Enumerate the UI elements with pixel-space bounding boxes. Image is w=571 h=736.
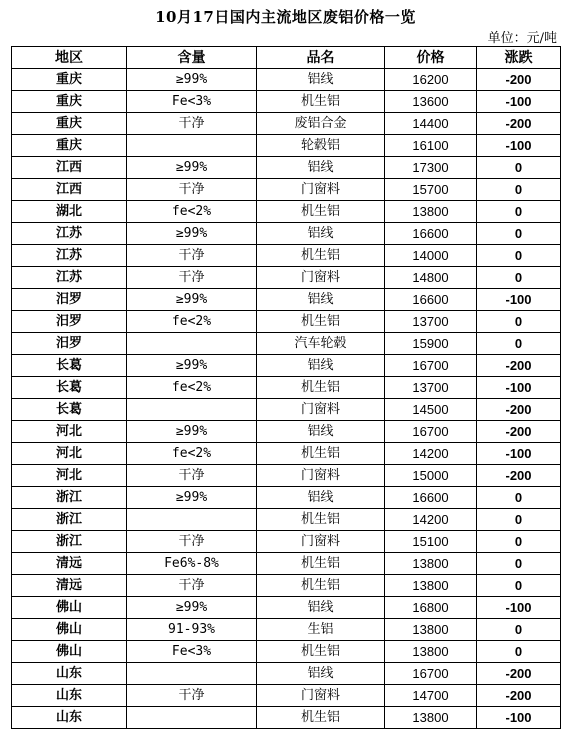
page-title: 10月17日国内主流地区废铝价格一览 <box>155 8 416 26</box>
cell-region: 山东 <box>12 663 127 685</box>
table-row <box>12 245 561 267</box>
cell-product: 机生铝 <box>257 707 385 729</box>
cell-change: -200 <box>477 685 561 707</box>
cell-product: 汽车轮毂 <box>257 333 385 355</box>
cell-product: 铝线 <box>257 663 385 685</box>
cell-product: 门窗料 <box>257 267 385 289</box>
cell-price: 14500 <box>385 399 477 421</box>
cell-content: 91-93% <box>127 619 257 641</box>
cell-product: 机生铝 <box>257 91 385 113</box>
table-row <box>12 553 561 575</box>
cell-change: 0 <box>477 487 561 509</box>
cell-product: 生铝 <box>257 619 385 641</box>
cell-content: Fe<3% <box>127 91 257 113</box>
cell-change: 0 <box>477 509 561 531</box>
cell-price: 16600 <box>385 487 477 509</box>
cell-content: ≥99% <box>127 289 257 311</box>
table-row <box>12 223 561 245</box>
cell-price: 17300 <box>385 157 477 179</box>
cell-region: 河北 <box>12 443 127 465</box>
table-row <box>12 597 561 619</box>
cell-content: fe<2% <box>127 377 257 399</box>
table-row <box>12 157 561 179</box>
cell-region: 长葛 <box>12 399 127 421</box>
cell-change: 0 <box>477 333 561 355</box>
cell-change: 0 <box>477 641 561 663</box>
cell-change: 0 <box>477 575 561 597</box>
cell-price: 15700 <box>385 179 477 201</box>
cell-change: -100 <box>477 135 561 157</box>
cell-product: 铝线 <box>257 597 385 619</box>
cell-content: 干净 <box>127 685 257 707</box>
table-row <box>12 421 561 443</box>
cell-region: 山东 <box>12 707 127 729</box>
cell-region: 江苏 <box>12 267 127 289</box>
cell-region: 重庆 <box>12 135 127 157</box>
cell-content: ≥99% <box>127 223 257 245</box>
table-header-row <box>12 47 561 69</box>
cell-change: 0 <box>477 245 561 267</box>
table-row <box>12 531 561 553</box>
table-row <box>12 135 561 157</box>
cell-region: 浙江 <box>12 531 127 553</box>
cell-price: 13700 <box>385 377 477 399</box>
cell-region: 山东 <box>12 685 127 707</box>
cell-price: 13700 <box>385 311 477 333</box>
table-row <box>12 443 561 465</box>
cell-content: ≥99% <box>127 355 257 377</box>
table-row <box>12 289 561 311</box>
cell-price: 14400 <box>385 113 477 135</box>
cell-change: -100 <box>477 377 561 399</box>
cell-price: 14200 <box>385 509 477 531</box>
cell-content <box>127 399 257 421</box>
cell-content: ≥99% <box>127 487 257 509</box>
table-row <box>12 69 561 91</box>
cell-product: 门窗料 <box>257 531 385 553</box>
table-row <box>12 619 561 641</box>
unit-label: 单位：元/吨 <box>487 31 557 46</box>
cell-content: 干净 <box>127 465 257 487</box>
table-body <box>12 69 561 729</box>
cell-content: Fe<3% <box>127 641 257 663</box>
cell-product: 废铝合金 <box>257 113 385 135</box>
cell-region: 清远 <box>12 553 127 575</box>
price-table <box>11 46 561 729</box>
cell-region: 佛山 <box>12 641 127 663</box>
cell-content: 干净 <box>127 245 257 267</box>
cell-content: 干净 <box>127 531 257 553</box>
cell-region: 重庆 <box>12 113 127 135</box>
cell-content: ≥99% <box>127 597 257 619</box>
cell-product: 铝线 <box>257 223 385 245</box>
cell-change: -200 <box>477 663 561 685</box>
cell-price: 13800 <box>385 707 477 729</box>
table-row <box>12 685 561 707</box>
cell-region: 清远 <box>12 575 127 597</box>
cell-change: 0 <box>477 553 561 575</box>
cell-product: 机生铝 <box>257 443 385 465</box>
cell-product: 机生铝 <box>257 201 385 223</box>
cell-product: 机生铝 <box>257 575 385 597</box>
cell-content: Fe6%-8% <box>127 553 257 575</box>
cell-content: 干净 <box>127 267 257 289</box>
cell-change: 0 <box>477 201 561 223</box>
cell-change: -200 <box>477 355 561 377</box>
cell-change: 0 <box>477 157 561 179</box>
header-change: 涨跌 <box>477 47 561 69</box>
table-row <box>12 333 561 355</box>
cell-price: 13800 <box>385 201 477 223</box>
cell-product: 铝线 <box>257 69 385 91</box>
cell-price: 15100 <box>385 531 477 553</box>
cell-region: 江苏 <box>12 245 127 267</box>
table-row <box>12 267 561 289</box>
table-row <box>12 179 561 201</box>
table-row <box>12 663 561 685</box>
cell-product: 机生铝 <box>257 641 385 663</box>
cell-region: 佛山 <box>12 597 127 619</box>
cell-price: 13800 <box>385 575 477 597</box>
cell-change: 0 <box>477 223 561 245</box>
table-row <box>12 355 561 377</box>
cell-content: ≥99% <box>127 157 257 179</box>
table-row <box>12 509 561 531</box>
header-content: 含量 <box>127 47 257 69</box>
cell-product: 门窗料 <box>257 179 385 201</box>
cell-price: 13600 <box>385 91 477 113</box>
header-region: 地区 <box>12 47 127 69</box>
cell-price: 16100 <box>385 135 477 157</box>
cell-region: 江西 <box>12 157 127 179</box>
cell-content: fe<2% <box>127 443 257 465</box>
cell-content: ≥99% <box>127 69 257 91</box>
table-row <box>12 575 561 597</box>
cell-change: 0 <box>477 619 561 641</box>
cell-region: 汨罗 <box>12 311 127 333</box>
cell-region: 江西 <box>12 179 127 201</box>
table-row <box>12 707 561 729</box>
cell-price: 16700 <box>385 421 477 443</box>
cell-change: -200 <box>477 421 561 443</box>
cell-product: 机生铝 <box>257 311 385 333</box>
cell-change: -100 <box>477 597 561 619</box>
table-row <box>12 113 561 135</box>
cell-region: 汨罗 <box>12 333 127 355</box>
cell-price: 16700 <box>385 355 477 377</box>
cell-product: 机生铝 <box>257 377 385 399</box>
table-row <box>12 311 561 333</box>
cell-change: -100 <box>477 289 561 311</box>
table-row <box>12 399 561 421</box>
header-product: 品名 <box>257 47 385 69</box>
cell-product: 铝线 <box>257 289 385 311</box>
cell-region: 重庆 <box>12 91 127 113</box>
cell-content: fe<2% <box>127 311 257 333</box>
cell-price: 13800 <box>385 553 477 575</box>
cell-price: 14800 <box>385 267 477 289</box>
cell-product: 门窗料 <box>257 399 385 421</box>
cell-change: -100 <box>477 707 561 729</box>
cell-change: 0 <box>477 311 561 333</box>
cell-price: 14700 <box>385 685 477 707</box>
cell-product: 门窗料 <box>257 685 385 707</box>
header-price: 价格 <box>385 47 477 69</box>
cell-product: 机生铝 <box>257 509 385 531</box>
cell-price: 16700 <box>385 663 477 685</box>
cell-region: 佛山 <box>12 619 127 641</box>
cell-content: 干净 <box>127 113 257 135</box>
cell-price: 15000 <box>385 465 477 487</box>
cell-content: 干净 <box>127 575 257 597</box>
table-row <box>12 91 561 113</box>
cell-price: 16600 <box>385 289 477 311</box>
cell-content: fe<2% <box>127 201 257 223</box>
cell-region: 长葛 <box>12 355 127 377</box>
cell-content: ≥99% <box>127 421 257 443</box>
cell-region: 浙江 <box>12 509 127 531</box>
cell-product: 门窗料 <box>257 465 385 487</box>
cell-price: 16800 <box>385 597 477 619</box>
cell-change: 0 <box>477 179 561 201</box>
table-row <box>12 377 561 399</box>
cell-price: 14000 <box>385 245 477 267</box>
cell-change: -200 <box>477 69 561 91</box>
cell-product: 轮毂铝 <box>257 135 385 157</box>
cell-content <box>127 333 257 355</box>
cell-content <box>127 135 257 157</box>
cell-region: 河北 <box>12 465 127 487</box>
cell-content: 干净 <box>127 179 257 201</box>
cell-region: 湖北 <box>12 201 127 223</box>
cell-change: -200 <box>477 113 561 135</box>
cell-region: 重庆 <box>12 69 127 91</box>
cell-change: 0 <box>477 267 561 289</box>
table-row <box>12 487 561 509</box>
cell-price: 13800 <box>385 641 477 663</box>
cell-change: -100 <box>477 443 561 465</box>
table-row <box>12 465 561 487</box>
cell-product: 机生铝 <box>257 553 385 575</box>
cell-price: 13800 <box>385 619 477 641</box>
cell-change: -200 <box>477 465 561 487</box>
cell-product: 铝线 <box>257 157 385 179</box>
cell-content <box>127 509 257 531</box>
cell-change: 0 <box>477 531 561 553</box>
cell-price: 14200 <box>385 443 477 465</box>
cell-region: 江苏 <box>12 223 127 245</box>
cell-change: -200 <box>477 399 561 421</box>
cell-price: 16600 <box>385 223 477 245</box>
cell-region: 浙江 <box>12 487 127 509</box>
table-row <box>12 201 561 223</box>
cell-product: 机生铝 <box>257 245 385 267</box>
cell-content <box>127 707 257 729</box>
cell-product: 铝线 <box>257 487 385 509</box>
cell-price: 15900 <box>385 333 477 355</box>
cell-change: -100 <box>477 91 561 113</box>
table-row <box>12 641 561 663</box>
cell-price: 16200 <box>385 69 477 91</box>
cell-product: 铝线 <box>257 355 385 377</box>
cell-region: 河北 <box>12 421 127 443</box>
cell-product: 铝线 <box>257 421 385 443</box>
cell-region: 汨罗 <box>12 289 127 311</box>
cell-region: 长葛 <box>12 377 127 399</box>
cell-content <box>127 663 257 685</box>
